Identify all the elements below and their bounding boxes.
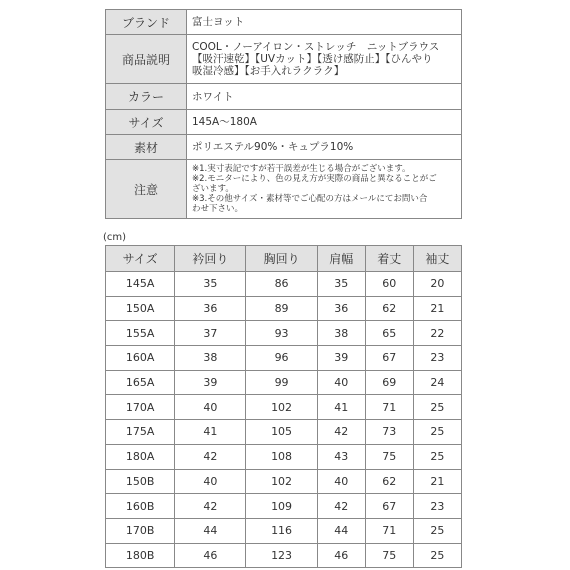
sleeve-cell: 22 [413, 321, 461, 346]
info-row-color [106, 84, 462, 110]
length-cell: 71 [365, 395, 413, 420]
chest-cell: 109 [246, 494, 317, 519]
note-line: ※1.実寸表記ですが若干誤差が生じる場合がございます。 [192, 164, 411, 174]
table-row [106, 370, 462, 395]
chest-cell: 108 [246, 444, 317, 469]
description-line: 【吸汗速乾】【UVカット】【透け感防止】【ひんやり [192, 53, 433, 65]
chest-cell: 86 [246, 272, 317, 297]
sleeve-cell: 25 [413, 444, 461, 469]
chest-cell: 102 [246, 395, 317, 420]
shoulder-cell: 40 [317, 469, 365, 494]
length-cell: 69 [365, 370, 413, 395]
unit-label: (cm) [103, 232, 127, 243]
length-cell: 73 [365, 420, 413, 445]
info-value [187, 160, 462, 219]
info-label: サイズ [106, 110, 187, 135]
header-chest: 胸回り [246, 246, 317, 272]
info-row-size [106, 110, 462, 135]
header-collar: 衿回り [175, 246, 246, 272]
shoulder-cell: 36 [317, 296, 365, 321]
header-shoulder: 肩幅 [317, 246, 365, 272]
chest-cell: 96 [246, 346, 317, 371]
table-row [106, 420, 462, 445]
note-line: ざいます。 [192, 184, 234, 194]
length-cell: 62 [365, 469, 413, 494]
size-cell: 145A [106, 272, 175, 297]
table-row [106, 272, 462, 297]
table-row [106, 296, 462, 321]
length-cell: 67 [365, 494, 413, 519]
size-chart-table [105, 245, 462, 568]
info-value: 145A～180A [187, 110, 462, 135]
table-row [106, 321, 462, 346]
note-line: ※2.モニターにより、色の見え方が実際の商品と異なることがご [192, 174, 437, 184]
sleeve-cell: 21 [413, 296, 461, 321]
size-cell: 180B [106, 543, 175, 568]
chest-cell: 99 [246, 370, 317, 395]
size-cell: 170A [106, 395, 175, 420]
collar-cell: 38 [175, 346, 246, 371]
description-line: COOL・ノーアイロン・ストレッチ ニットブラウス [192, 41, 440, 53]
size-cell: 150A [106, 296, 175, 321]
chest-cell: 93 [246, 321, 317, 346]
sleeve-cell: 23 [413, 494, 461, 519]
sleeve-cell: 25 [413, 518, 461, 543]
header-sleeve: 袖丈 [413, 246, 461, 272]
size-cell: 160B [106, 494, 175, 519]
info-row-brand [106, 10, 462, 35]
note-line: わせ下さい。 [192, 204, 244, 214]
length-cell: 75 [365, 543, 413, 568]
length-cell: 62 [365, 296, 413, 321]
collar-cell: 42 [175, 444, 246, 469]
sleeve-cell: 25 [413, 543, 461, 568]
chest-cell: 116 [246, 518, 317, 543]
shoulder-cell: 40 [317, 370, 365, 395]
collar-cell: 39 [175, 370, 246, 395]
size-chart-body [106, 272, 462, 568]
collar-cell: 37 [175, 321, 246, 346]
size-cell: 150B [106, 469, 175, 494]
length-cell: 60 [365, 272, 413, 297]
size-cell: 160A [106, 346, 175, 371]
chest-cell: 102 [246, 469, 317, 494]
length-cell: 75 [365, 444, 413, 469]
shoulder-cell: 44 [317, 518, 365, 543]
sleeve-cell: 23 [413, 346, 461, 371]
shoulder-cell: 39 [317, 346, 365, 371]
shoulder-cell: 42 [317, 420, 365, 445]
collar-cell: 40 [175, 469, 246, 494]
product-info-table [105, 9, 462, 219]
chest-cell: 89 [246, 296, 317, 321]
sleeve-cell: 24 [413, 370, 461, 395]
table-row [106, 395, 462, 420]
sleeve-cell: 20 [413, 272, 461, 297]
shoulder-cell: 46 [317, 543, 365, 568]
size-cell: 155A [106, 321, 175, 346]
size-cell: 165A [106, 370, 175, 395]
header-size: サイズ [106, 246, 175, 272]
info-label: 商品説明 [106, 35, 187, 84]
info-label: 素材 [106, 135, 187, 160]
shoulder-cell: 38 [317, 321, 365, 346]
info-label: カラー [106, 84, 187, 110]
table-row [106, 444, 462, 469]
info-row-material [106, 135, 462, 160]
collar-cell: 42 [175, 494, 246, 519]
shoulder-cell: 43 [317, 444, 365, 469]
sleeve-cell: 25 [413, 395, 461, 420]
sleeve-cell: 21 [413, 469, 461, 494]
collar-cell: 44 [175, 518, 246, 543]
note-line: ※3.その他サイズ・素材等でご心配の方はメールにてお問い合 [192, 194, 428, 204]
shoulder-cell: 42 [317, 494, 365, 519]
chest-cell: 105 [246, 420, 317, 445]
shoulder-cell: 41 [317, 395, 365, 420]
length-cell: 71 [365, 518, 413, 543]
collar-cell: 40 [175, 395, 246, 420]
info-row-description [106, 35, 462, 84]
info-value: ポリエステル90%・キュプラ10% [187, 135, 462, 160]
collar-cell: 46 [175, 543, 246, 568]
table-row [106, 543, 462, 568]
size-cell: 175A [106, 420, 175, 445]
collar-cell: 36 [175, 296, 246, 321]
table-row [106, 494, 462, 519]
info-row-notes [106, 160, 462, 219]
table-row [106, 469, 462, 494]
length-cell: 67 [365, 346, 413, 371]
length-cell: 65 [365, 321, 413, 346]
info-value [187, 35, 462, 84]
shoulder-cell: 35 [317, 272, 365, 297]
info-label: ブランド [106, 10, 187, 35]
collar-cell: 35 [175, 272, 246, 297]
collar-cell: 41 [175, 420, 246, 445]
table-row [106, 518, 462, 543]
description-line: 吸湿冷感】【お手入れラクラク】 [192, 65, 345, 77]
size-cell: 170B [106, 518, 175, 543]
table-row [106, 346, 462, 371]
sleeve-cell: 25 [413, 420, 461, 445]
info-value: 富士ヨット [187, 10, 462, 35]
header-length: 着丈 [365, 246, 413, 272]
size-chart-header [106, 246, 462, 272]
info-value: ホワイト [187, 84, 462, 110]
chest-cell: 123 [246, 543, 317, 568]
size-cell: 180A [106, 444, 175, 469]
info-label: 注意 [106, 160, 187, 219]
